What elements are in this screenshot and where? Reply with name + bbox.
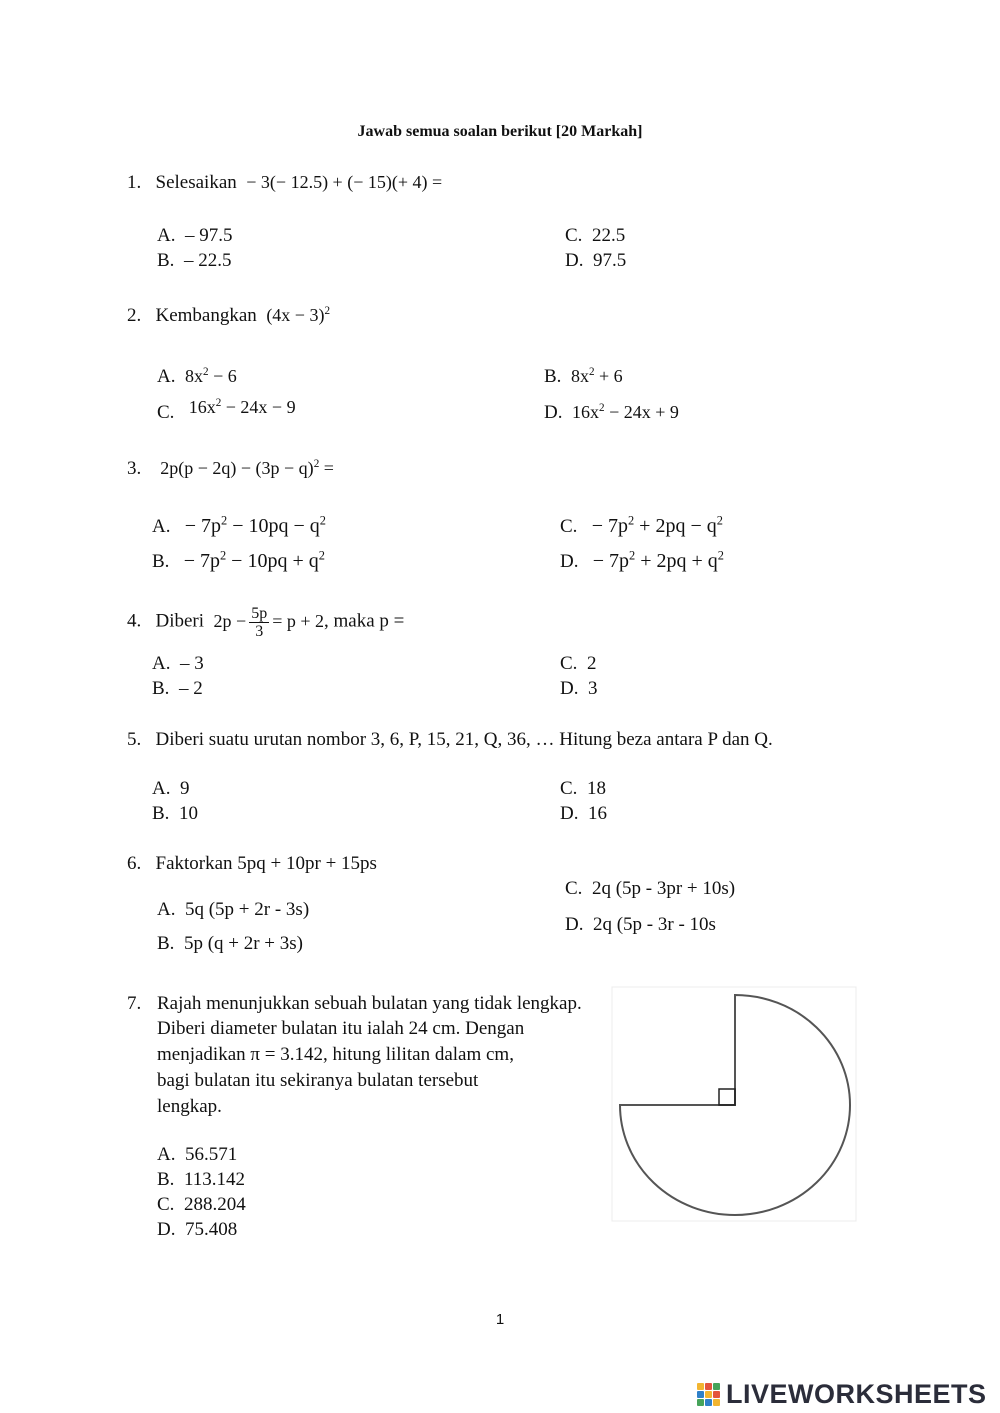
question-text: Diberi suatu urutan nombor 3, 6, P, 15, 21, Q, 36, … Hitung beza antara P dan Q. bbox=[155, 729, 773, 750]
q1-option-b[interactable]: B. – 22.5 bbox=[157, 250, 232, 271]
math-expression: $2p(p - 2q) - (3p - q)^2$ = bbox=[160, 458, 334, 478]
q6-option-c[interactable]: C. 2q (5p - 3pr + 10s) bbox=[565, 878, 736, 899]
incomplete-circle-diagram bbox=[610, 985, 858, 1223]
question-5 bbox=[127, 729, 773, 751]
q3-option-a[interactable]: A. − $7p^2 - 10pq - q^2$ bbox=[152, 513, 326, 537]
q6-option-b[interactable]: B. 5p (q + 2r + 3s) bbox=[157, 933, 303, 954]
logo-square bbox=[705, 1391, 712, 1398]
question-number: 7. bbox=[127, 993, 142, 1014]
logo-square bbox=[697, 1391, 704, 1398]
q4-option-a[interactable]: A. – 3 bbox=[152, 653, 204, 674]
brand-name: LIVEWORKSHEETS bbox=[726, 1379, 987, 1409]
logo-square bbox=[713, 1399, 720, 1406]
question-1 bbox=[127, 171, 442, 194]
q5-option-b[interactable]: B. 10 bbox=[152, 803, 198, 824]
question-7-line-5: lengkap. bbox=[157, 1096, 222, 1117]
question-7-line-4: bagi bulatan itu sekiranya bulatan tersebut bbox=[157, 1070, 479, 1091]
worksheet-title: Jawab semua soalan berikut [20 Markah] bbox=[357, 123, 643, 140]
q7-option-c[interactable]: C. 288.204 bbox=[157, 1194, 246, 1215]
logo-square bbox=[705, 1383, 712, 1390]
logo-square bbox=[713, 1391, 720, 1398]
question-number: 3. bbox=[127, 458, 142, 479]
q7-option-b[interactable]: B. 113.142 bbox=[157, 1169, 245, 1190]
question-text: Diberi bbox=[155, 610, 205, 632]
right-angle-marker bbox=[719, 1089, 735, 1105]
q6-option-a[interactable]: A. 5q (5p + 2r - 3s) bbox=[157, 899, 310, 920]
logo-square bbox=[697, 1399, 704, 1406]
question-number: 5. bbox=[127, 729, 142, 750]
q4-option-d[interactable]: D. 3 bbox=[560, 678, 598, 699]
question-7-line-3: menjadikan π = 3.142, hitung lilitan dalam cm, bbox=[157, 1044, 514, 1065]
q5-option-a[interactable]: A. 9 bbox=[152, 778, 190, 799]
question-7-line-1: Rajah menunjukkan sebuah bulatan yang tidak lengkap. bbox=[157, 993, 582, 1014]
page-number: 1 bbox=[495, 1311, 505, 1328]
question-2 bbox=[127, 304, 330, 327]
q3-option-d[interactable]: D. − $7p^2 + 2pq + q^2$ bbox=[560, 548, 724, 572]
q6-option-d[interactable]: D. 2q (5p - 3r - 10s bbox=[565, 914, 716, 935]
logo-square bbox=[713, 1383, 720, 1390]
q4-option-c[interactable]: C. 2 bbox=[560, 653, 597, 674]
question-3 bbox=[127, 457, 334, 480]
question-number: 2. bbox=[127, 305, 142, 326]
question-text: Selesaikan bbox=[155, 172, 237, 193]
question-4: 4. Diberi 2p − $\frac{5p}{3}$ = p + 2, maka p = bbox=[127, 605, 405, 640]
math-expression: − 3(− 12.5) + (− 15)(+ 4) = bbox=[246, 172, 443, 192]
q2-option-c[interactable]: C. $16x^2 - 24x - 9$ bbox=[157, 397, 296, 423]
question-6 bbox=[127, 853, 377, 875]
fraction: $\frac{5p}{3}$ bbox=[251, 605, 268, 640]
q3-option-b[interactable]: B. − $7p^2 - 10pq + q^2$ bbox=[152, 548, 325, 572]
question-number: 4. bbox=[127, 610, 142, 632]
q2-option-b[interactable]: B. $8x^2 + 6$ bbox=[544, 366, 623, 387]
question-number: 6. bbox=[127, 853, 142, 874]
logo-square bbox=[697, 1383, 704, 1390]
q5-option-c[interactable]: C. 18 bbox=[560, 778, 606, 799]
brand-logo bbox=[697, 1379, 987, 1410]
q7-option-d[interactable]: D. 75.408 bbox=[157, 1219, 238, 1240]
q1-option-a[interactable]: A. – 97.5 bbox=[157, 225, 233, 246]
question-text: Kembangkan bbox=[155, 305, 257, 326]
q5-option-d[interactable]: D. 16 bbox=[560, 803, 607, 824]
q2-option-a[interactable]: A. $8x^2 - 6$ bbox=[157, 366, 237, 387]
q1-option-d[interactable]: D. 97.5 bbox=[565, 250, 627, 271]
q3-option-c[interactable]: C. − $7p^2 + 2pq - q^2$ bbox=[560, 513, 723, 537]
logo-grid-icon bbox=[697, 1383, 720, 1406]
question-number: 1. bbox=[127, 172, 142, 193]
question-text: Faktorkan 5pq + 10pr + 15ps bbox=[155, 853, 377, 874]
q4-option-b[interactable]: B. – 2 bbox=[152, 678, 203, 699]
math-expression: 2p − $\frac{5p}{3}$ = p + 2 bbox=[213, 605, 325, 640]
q2-option-d[interactable]: D. $16x^2 - 24x + 9$ bbox=[544, 402, 679, 423]
math-expression: $(4x - 3)^2$ bbox=[266, 305, 331, 325]
question-7-line-2: Diberi diameter bulatan itu ialah 24 cm. Dengan bbox=[157, 1018, 525, 1039]
q1-option-c[interactable]: C. 22.5 bbox=[565, 225, 626, 246]
q7-option-a[interactable]: A. 56.571 bbox=[157, 1144, 238, 1165]
logo-square bbox=[705, 1399, 712, 1406]
